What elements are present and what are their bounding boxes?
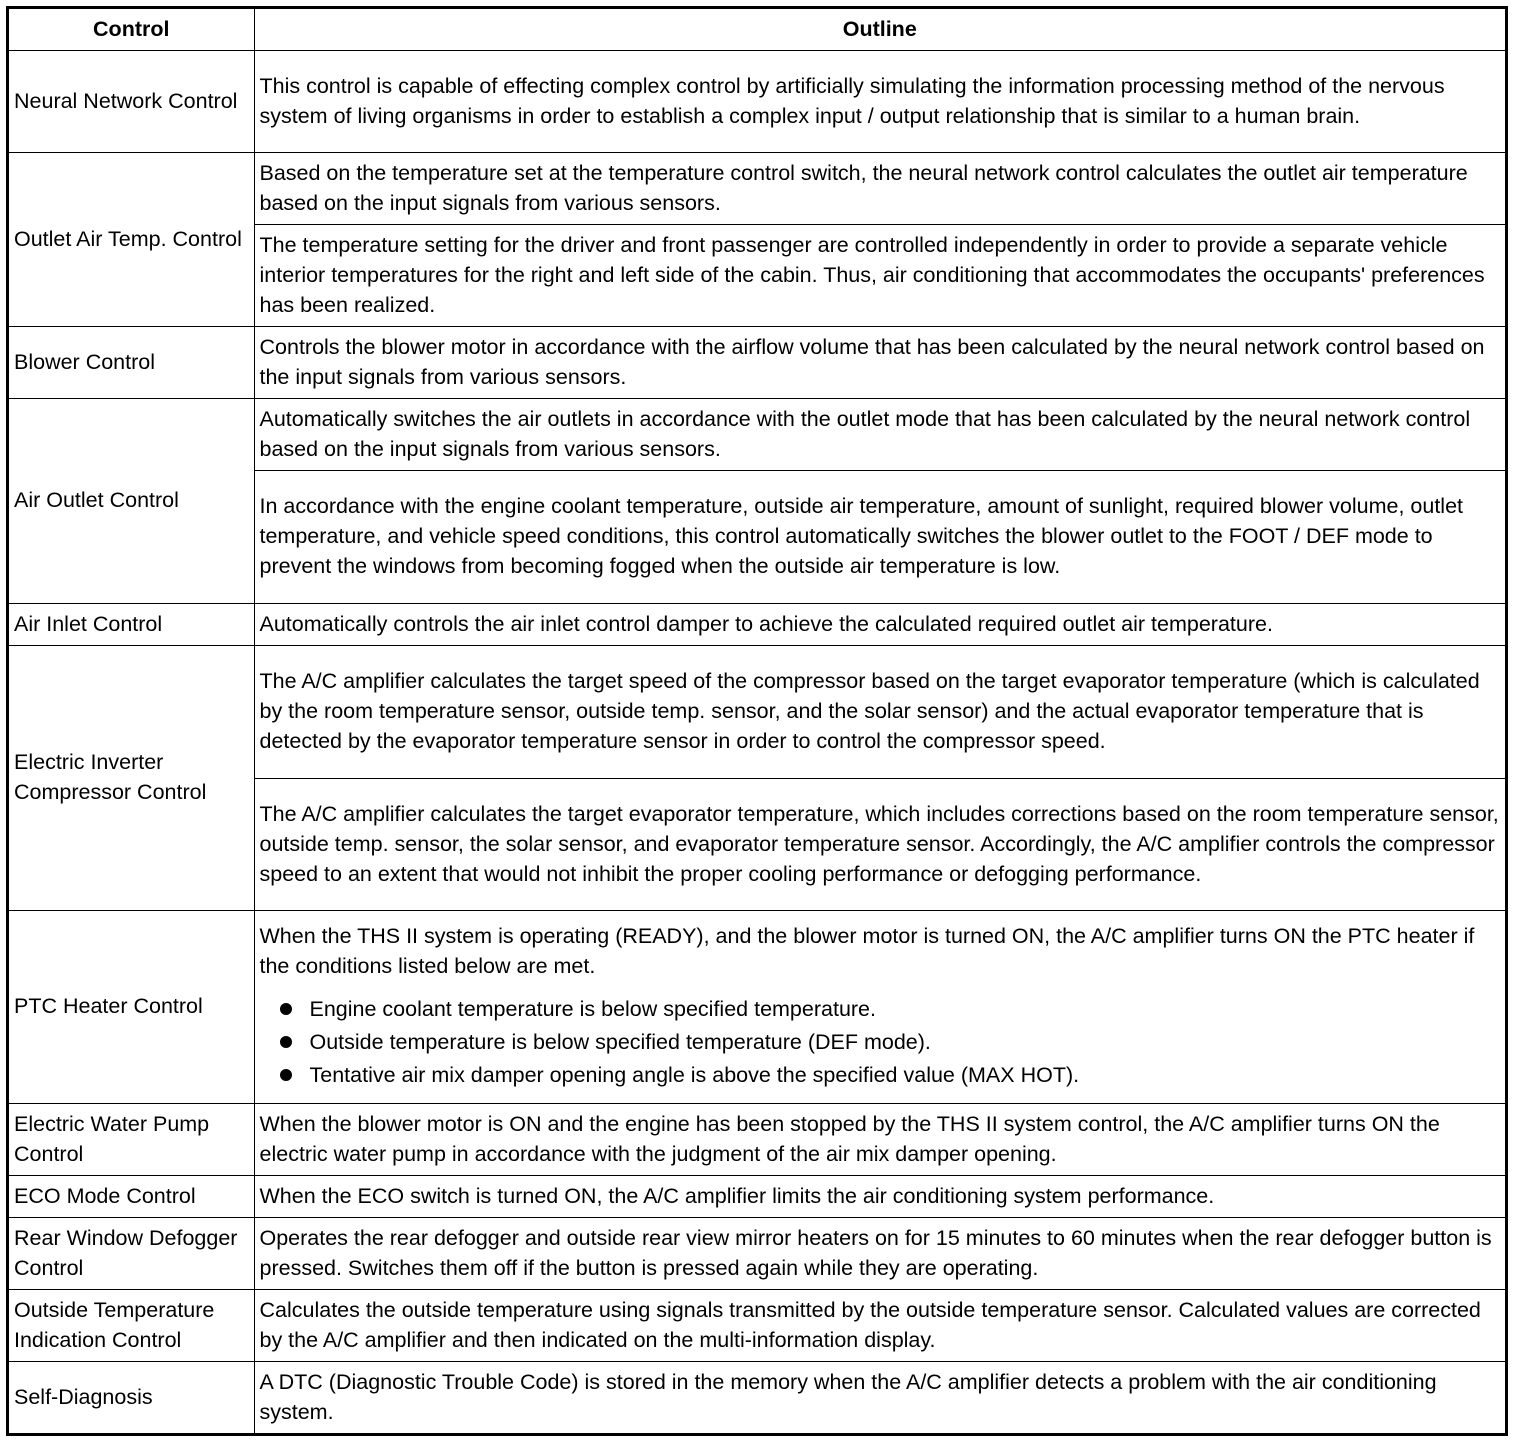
outline-cell: When the ECO switch is turned ON, the A/C amplifier limits the air conditioning system performance. bbox=[254, 1175, 1505, 1217]
control-cell: Electric Inverter Compressor Control bbox=[9, 645, 254, 910]
outline-cell: When the blower motor is ON and the engine has been stopped by the THS II system control, the A/C amplifier turns ON the electric water pump in accordance with the judgment of the air mix damper opening. bbox=[254, 1103, 1505, 1175]
list-item bbox=[280, 993, 1501, 1026]
outline-cell: Automatically switches the air outlets in accordance with the outlet mode that has been calculated by the neural network control based on the input signals from various sensors. bbox=[254, 398, 1505, 470]
list-item bbox=[280, 1026, 1501, 1059]
outline-cell: This control is capable of effecting complex control by artificially simulating the information processing method of the nervous system of living organisms in order to establish a complex input / output relationship that is similar to a human brain. bbox=[254, 50, 1505, 152]
table-header-row bbox=[9, 9, 1505, 50]
outline-cell: Controls the blower motor in accordance with the airflow volume that has been calculated by the neural network control based on the input signals from various sensors. bbox=[254, 326, 1505, 398]
control-outline-table bbox=[9, 9, 1505, 1433]
list-item bbox=[280, 1059, 1501, 1092]
ptc-conditions-list bbox=[260, 993, 1501, 1092]
bullet-icon bbox=[280, 1036, 292, 1048]
control-cell: Air Outlet Control bbox=[9, 398, 254, 603]
table-row bbox=[9, 603, 1505, 645]
control-cell: Blower Control bbox=[9, 326, 254, 398]
table-row bbox=[9, 326, 1505, 398]
outline-cell: The temperature setting for the driver and front passenger are controlled independently in order to provide a separate vehicle interior temperatures for the right and left side of the cabin. Thus, air conditioning that accommodates the occupants' preferences has been realized. bbox=[254, 224, 1505, 326]
outline-cell bbox=[254, 910, 1505, 1103]
table-row bbox=[9, 1289, 1505, 1361]
header-control: Control bbox=[9, 9, 254, 50]
table-row bbox=[9, 152, 1505, 224]
control-cell: Air Inlet Control bbox=[9, 603, 254, 645]
control-cell: Electric Water Pump Control bbox=[9, 1103, 254, 1175]
outline-cell: Based on the temperature set at the temperature control switch, the neural network control calculates the outlet air temperature based on the input signals from various sensors. bbox=[254, 152, 1505, 224]
list-item-text: Outside temperature is below specified temperature (DEF mode). bbox=[309, 1029, 931, 1054]
table-row bbox=[9, 1217, 1505, 1289]
outline-cell: The A/C amplifier calculates the target evaporator temperature, which includes corrections based on the room temperature sensor, outside temp. sensor, the solar sensor, and evaporator temperature sensor. Accordingly, the A/C amplifier controls the compressor speed to an extent that would not inhibit the proper cooling performance or defogging performance. bbox=[254, 778, 1505, 910]
outline-cell: In accordance with the engine coolant temperature, outside air temperature, amount of sunlight, required blower volume, outlet temperature, and vehicle speed conditions, this control automatically switches the blower outlet to the FOOT / DEF mode to prevent the windows from becoming fogged when the outside air temperature is low. bbox=[254, 470, 1505, 603]
control-cell: Self-Diagnosis bbox=[9, 1361, 254, 1433]
table-row bbox=[9, 398, 1505, 470]
control-cell: Rear Window Defogger Control bbox=[9, 1217, 254, 1289]
outline-cell: Operates the rear defogger and outside rear view mirror heaters on for 15 minutes to 60 minutes when the rear defogger button is pressed. Switches them off if the button is pressed again while they are operating. bbox=[254, 1217, 1505, 1289]
list-item-text: Tentative air mix damper opening angle is above the specified value (MAX HOT). bbox=[309, 1062, 1080, 1087]
outline-cell: A DTC (Diagnostic Trouble Code) is stored in the memory when the A/C amplifier detects a problem with the air conditioning system. bbox=[254, 1361, 1505, 1433]
ptc-lead-text: When the THS II system is operating (READY), and the blower motor is turned ON, the A/C amplifier turns ON the PTC heater if the conditions listed below are met. bbox=[259, 923, 1475, 978]
table-row bbox=[9, 1103, 1505, 1175]
control-cell: Neural Network Control bbox=[9, 50, 254, 152]
list-item-text: Engine coolant temperature is below specified temperature. bbox=[309, 996, 876, 1021]
table-row bbox=[9, 1361, 1505, 1433]
outline-cell: The A/C amplifier calculates the target speed of the compressor based on the target evaporator temperature (which is calculated by the room temperature sensor, outside temp. sensor, and the solar sensor) and the actual evaporator temperature that is detected by the evaporator temperature sensor in order to control the compressor speed. bbox=[254, 645, 1505, 778]
control-cell: Outside Temperature Indication Control bbox=[9, 1289, 254, 1361]
control-outline-sheet bbox=[6, 6, 1508, 1436]
control-cell: PTC Heater Control bbox=[9, 910, 254, 1103]
outline-cell: Automatically controls the air inlet control damper to achieve the calculated required outlet air temperature. bbox=[254, 603, 1505, 645]
outline-cell: Calculates the outside temperature using signals transmitted by the outside temperature sensor. Calculated values are corrected by the A/C amplifier and then indicated on the multi-information display. bbox=[254, 1289, 1505, 1361]
table-row bbox=[9, 50, 1505, 152]
bullet-icon bbox=[280, 1069, 292, 1081]
header-outline: Outline bbox=[254, 9, 1505, 50]
bullet-icon bbox=[280, 1003, 292, 1015]
control-cell: ECO Mode Control bbox=[9, 1175, 254, 1217]
table-row bbox=[9, 910, 1505, 1103]
table-row bbox=[9, 1175, 1505, 1217]
control-cell: Outlet Air Temp. Control bbox=[9, 152, 254, 326]
table-row bbox=[9, 645, 1505, 778]
